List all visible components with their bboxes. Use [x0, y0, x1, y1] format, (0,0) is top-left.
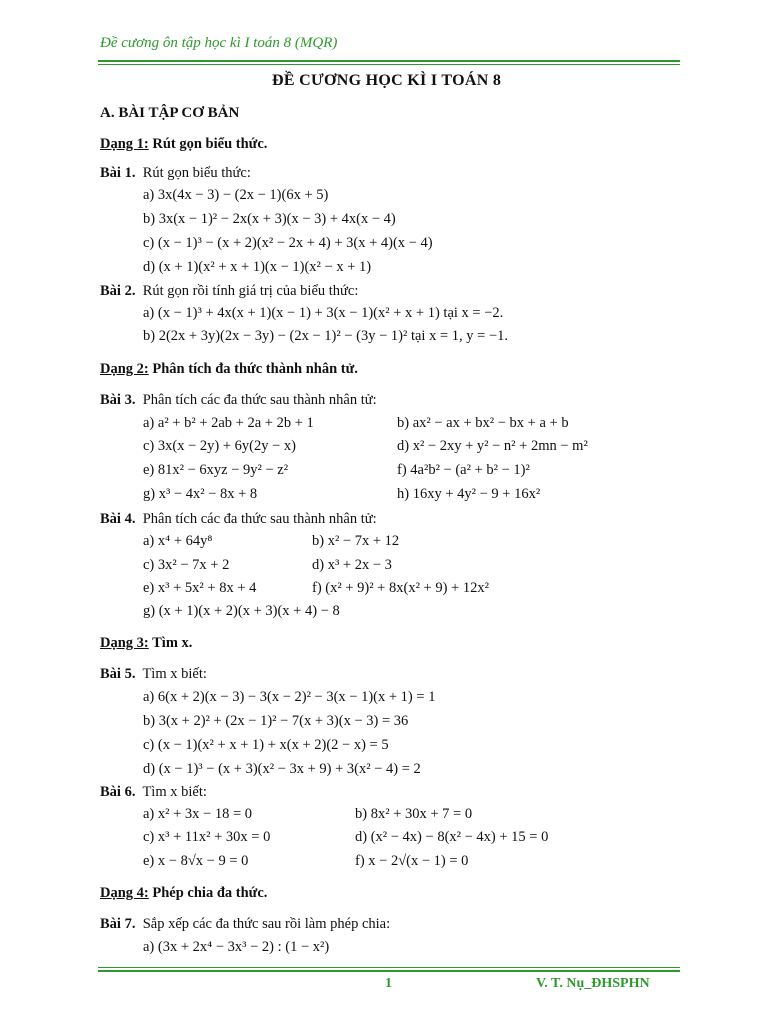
bai-4-item: d) x³ + 2x − 3: [312, 557, 392, 573]
bai-6-item: d) (x² − 4x) − 8(x² − 4x) + 15 = 0: [355, 829, 549, 845]
page-number: 1: [385, 976, 392, 991]
document-title: ĐỀ CƯƠNG HỌC KÌ I TOÁN 8: [272, 72, 502, 89]
section-heading: A. BÀI TẬP CƠ BẢN: [100, 105, 240, 121]
dang-4-heading: Dạng 4: Phép chia đa thức.: [100, 885, 268, 901]
bai-3-item: f) 4a²b² − (a² + b² − 1)²: [397, 462, 530, 478]
bai-4-item: c) 3x² − 7x + 2: [143, 557, 230, 573]
dang-3-heading: Dạng 3: Tìm x.: [100, 635, 193, 651]
bai-1-item: c) (x − 1)³ − (x + 2)(x² − 2x + 4) + 3(x + 4)(x − 4): [143, 235, 433, 251]
header-rule: [98, 60, 680, 62]
bai-3-item: b) ax² − ax + bx² − bx + a + b: [397, 415, 569, 431]
bai-6-item: f) x − 2√(x − 1) = 0: [355, 853, 469, 869]
bai-3-item: h) 16xy + 4y² − 9 + 16x²: [397, 486, 541, 502]
bai-6-item: e) x − 8√x − 9 = 0: [143, 853, 249, 869]
bai-2: Bài 2. Rút gọn rồi tính giá trị của biểu thức:: [100, 283, 359, 299]
bai-4-item: e) x³ + 5x² + 8x + 4: [143, 580, 257, 596]
bai-4-item: a) x⁴ + 64y⁸: [143, 533, 213, 549]
bai-3: Bài 3. Phân tích các đa thức sau thành nhân tử:: [100, 392, 377, 408]
bai-4-item: f) (x² + 9)² + 8x(x² + 9) + 12x²: [312, 580, 489, 596]
dang-2-heading: Dạng 2: Phân tích đa thức thành nhân tử.: [100, 361, 358, 377]
bai-5: Bài 5. Tìm x biết:: [100, 666, 207, 682]
header-rule-thin: [98, 64, 680, 65]
footer-author: V. T. Nụ_ĐHSPHN: [536, 976, 650, 991]
bai-1: Bài 1. Rút gọn biểu thức:: [100, 165, 251, 181]
bai-5-item: d) (x − 1)³ − (x + 3)(x² − 3x + 9) + 3(x² − 4) = 2: [143, 761, 421, 777]
footer-rule-thin: [98, 967, 680, 968]
bai-5-item: b) 3(x + 2)² + (2x − 1)² − 7(x + 3)(x − 3) = 36: [143, 713, 409, 729]
footer-rule: [98, 970, 680, 972]
bai-7-item: a) (3x + 2x⁴ − 3x³ − 2) : (1 − x²): [143, 939, 330, 955]
bai-3-item: d) x² − 2xy + y² − n² + 2mn − m²: [397, 438, 588, 454]
bai-4-item: b) x² − 7x + 12: [312, 533, 400, 549]
bai-6-item: c) x³ + 11x² + 30x = 0: [143, 829, 271, 845]
bai-2-item: a) (x − 1)³ + 4x(x + 1)(x − 1) + 3(x − 1)(x² + x + 1) tại x = −2.: [143, 305, 504, 321]
bai-6-item: a) x² + 3x − 18 = 0: [143, 806, 253, 822]
dang-1-heading: Dạng 1: Rút gọn biểu thức.: [100, 136, 268, 152]
bai-3-item: e) 81x² − 6xyz − 9y² − z²: [143, 462, 289, 478]
bai-4-item: g) (x + 1)(x + 2)(x + 3)(x + 4) − 8: [143, 603, 340, 619]
bai-1-item: a) 3x(4x − 3) − (2x − 1)(6x + 5): [143, 187, 329, 203]
bai-3-item: a) a² + b² + 2ab + 2a + 2b + 1: [143, 415, 314, 431]
bai-2-item: b) 2(2x + 3y)(2x − 3y) − (2x − 1)² − (3y − 1)² tại x = 1, y = −1.: [143, 328, 508, 344]
bai-5-item: a) 6(x + 2)(x − 3) − 3(x − 2)² − 3(x − 1)(x + 1) = 1: [143, 689, 436, 705]
bai-5-item: c) (x − 1)(x² + x + 1) + x(x + 2)(2 − x) = 5: [143, 737, 389, 753]
header-text: Đề cương ôn tập học kì I toán 8 (MQR): [100, 35, 338, 51]
bai-3-item: g) x³ − 4x² − 8x + 8: [143, 486, 258, 502]
bai-7: Bài 7. Sắp xếp các đa thức sau rồi làm phép chia:: [100, 916, 391, 932]
bai-1-item: d) (x + 1)(x² + x + 1)(x − 1)(x² − x + 1): [143, 259, 372, 275]
bai-3-item: c) 3x(x − 2y) + 6y(2y − x): [143, 438, 296, 454]
bai-4: Bài 4. Phân tích các đa thức sau thành nhân tử:: [100, 511, 377, 527]
bai-1-item: b) 3x(x − 1)² − 2x(x + 3)(x − 3) + 4x(x − 4): [143, 211, 396, 227]
bai-6-item: b) 8x² + 30x + 7 = 0: [355, 806, 473, 822]
bai-6: Bài 6. Tìm x biết:: [100, 784, 207, 800]
